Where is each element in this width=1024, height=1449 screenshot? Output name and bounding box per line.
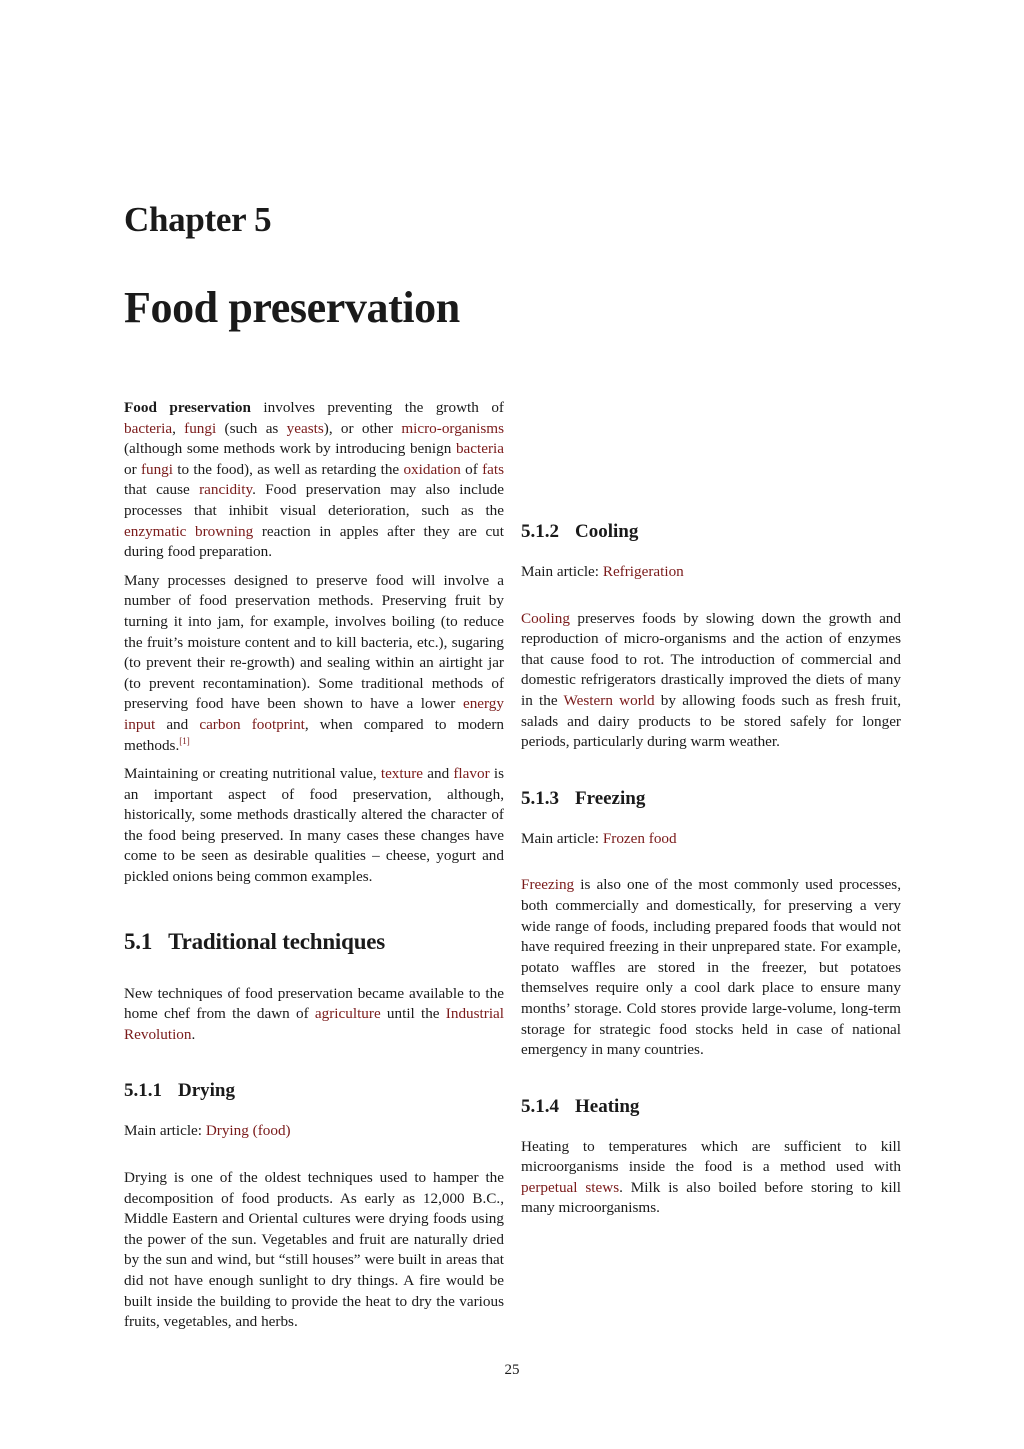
text-run: ), or other	[323, 419, 402, 437]
text-run: reaction in apples after they are cut during food preparation.	[124, 522, 504, 561]
inline-link[interactable]: Drying (food)	[205, 1122, 291, 1140]
text-run: preserves foods by slowing down the growth and reproduction of micro-organisms and the action of enzymes that cause food to rot. The introduction of commercial and domestic refrigerators drastically improved the diets of many in the	[521, 609, 901, 709]
text-run: (although some methods work by introducing benign	[124, 440, 456, 458]
subsection-heading-cooling	[521, 520, 901, 544]
inline-link[interactable]: oxidation	[403, 460, 461, 478]
subsection-title: Cooling	[575, 521, 639, 542]
subsection-number: 5.1.1	[124, 1080, 162, 1102]
text-run: by allowing foods such as fresh fruit, salads and dairy products to be stored safely for longer periods, particularly during warm weather.	[521, 691, 901, 751]
cooling-main-article	[521, 562, 901, 583]
text-run: until the	[380, 1005, 446, 1023]
inline-link[interactable]: Frozen food	[602, 829, 677, 847]
traditional-techniques-paragraph	[124, 984, 504, 1046]
section-title: Traditional techniques	[168, 928, 386, 954]
inline-link[interactable]: yeasts	[286, 419, 324, 437]
text-run: Main article:	[521, 563, 603, 580]
chapter-title: Food preservation	[124, 283, 460, 332]
text-run: Main article:	[521, 829, 603, 847]
text-run: . Food preservation may also include processes that inhibit visual deterioration, such as the	[124, 481, 504, 519]
text-run: , when compared to modern methods.	[124, 715, 504, 754]
text-run: or	[124, 460, 141, 478]
inline-link[interactable]: agriculture	[314, 1005, 381, 1023]
text-run: Heating to temperatures which are sufficient to kill microorganisms inside the food is a method used with	[521, 1137, 901, 1176]
text-run: .	[191, 1025, 196, 1043]
text-run: Maintaining or creating nutritional value,	[124, 765, 381, 783]
text-run: and	[155, 715, 200, 733]
inline-link[interactable]: micro-organisms	[401, 419, 504, 437]
inline-link[interactable]: fats	[482, 460, 504, 478]
text-run: Main article:	[124, 1122, 206, 1140]
subsection-title: Freezing	[575, 787, 646, 809]
drying-paragraph	[124, 1168, 504, 1333]
subsection-heading-heating	[521, 1095, 901, 1119]
inline-link[interactable]: bacteria	[124, 419, 173, 437]
text-run: ,	[172, 419, 185, 437]
text-run: New techniques of food preservation became available to the home chef from the dawn of	[124, 984, 504, 1023]
intro-paragraph-2	[124, 571, 504, 756]
intro-paragraph-1	[124, 398, 504, 563]
chapter-label: Chapter 5	[124, 200, 272, 239]
text-run: Many processes designed to preserve food will involve a number of food preservation methods. Preserving fruit by turning it into jam, for example, involves boiling (to reduce the fruit’s moisture content and to kill bacteria, etc.), sugaring (to prevent their re-growth) and sealing within an airtight jar (to prevent recontamination). Some traditional methods of preserving food have been shown to have a lower	[124, 571, 504, 713]
inline-link[interactable]: rancidity	[199, 481, 253, 499]
subsection-title: Heating	[575, 1095, 640, 1117]
inline-link[interactable]: Freezing	[521, 876, 575, 894]
subsection-number: 5.1.3	[521, 787, 559, 809]
inline-link[interactable]: flavor	[453, 765, 490, 783]
section-heading-traditional-techniques	[124, 928, 504, 956]
page-number: 25	[504, 1362, 520, 1378]
text-run: is an important aspect of food preservation, although, historically, some methods drastically altered the character of the food being preserved. In many cases these changes have come to be seen as desirable qualities – cheese, yogurt and pickled onions being common examples.	[124, 765, 504, 886]
heating-paragraph	[521, 1137, 901, 1219]
inline-link[interactable]: fungi	[140, 460, 173, 478]
text-run: of	[460, 460, 483, 478]
freezing-main-article	[521, 829, 901, 850]
inline-link[interactable]: texture	[380, 765, 424, 783]
inline-link[interactable]: Cooling	[521, 609, 570, 627]
text-run: . Milk is also boiled before storing to kill many microorganisms.	[521, 1178, 901, 1217]
text-run: Drying is one of the oldest techniques used to hamper the decomposition of food products. As early as 12,000 B.C., Middle Eastern and Oriental cultures were drying foods using the power of the sun. Vegetables and fruit are naturally dried by the sun and wind, but “still houses” were built in areas that did not have enough sunlight to dry things. A fire would be built inside the building to provide the heat to dry the various fruits, vegetables, and herbs.	[124, 1169, 504, 1331]
subsection-number: 5.1.4	[521, 1095, 559, 1117]
inline-link[interactable]: perpetual stews	[521, 1178, 620, 1196]
citation-ref[interactable]: [1]	[179, 735, 190, 746]
section-number: 5.1	[124, 928, 153, 954]
inline-link[interactable]: energy input	[124, 695, 504, 733]
inline-link[interactable]: Western world	[563, 691, 655, 709]
bold-term: Food preservation	[124, 399, 251, 416]
text-run: that cause	[124, 481, 200, 499]
intro-paragraph-3	[124, 764, 504, 888]
inline-link[interactable]: Refrigeration	[602, 563, 684, 580]
text-run: and	[423, 765, 454, 783]
inline-link[interactable]: bacteria	[455, 440, 504, 458]
inline-link[interactable]: fungi	[184, 419, 217, 437]
subsection-number: 5.1.2	[521, 521, 559, 542]
cooling-paragraph	[521, 609, 901, 753]
text-run: to the food), as well as retarding the	[173, 460, 404, 478]
text-run: involves preventing the growth of	[250, 399, 504, 416]
text-run: is also one of the most commonly used processes, both commercially and domestically, for preserving a very wide range of foods, including prepared foods that would not have required freezing in their unprepared state. For example, potato waffles are stored in the freezer, but potatoes themselves require only a cool dark place to ensure many months’ storage. Cold stores provide large-volume, long-term storage for strategic food stocks held in case of national emergency in many countries.	[521, 876, 901, 1059]
text-run: (such as	[216, 419, 287, 437]
right-column	[521, 398, 901, 1227]
subsection-heading-drying	[124, 1079, 504, 1103]
subsection-heading-freezing	[521, 787, 901, 811]
inline-link[interactable]: carbon footprint	[199, 715, 305, 733]
subsection-title: Drying	[178, 1080, 235, 1102]
column-continuation-spacer	[521, 398, 901, 486]
left-column	[124, 398, 504, 1341]
drying-main-article	[124, 1121, 504, 1142]
inline-link[interactable]: enzymatic browning	[124, 522, 254, 540]
inline-link[interactable]: Industrial Revolution	[124, 1005, 505, 1043]
freezing-paragraph	[521, 875, 901, 1060]
